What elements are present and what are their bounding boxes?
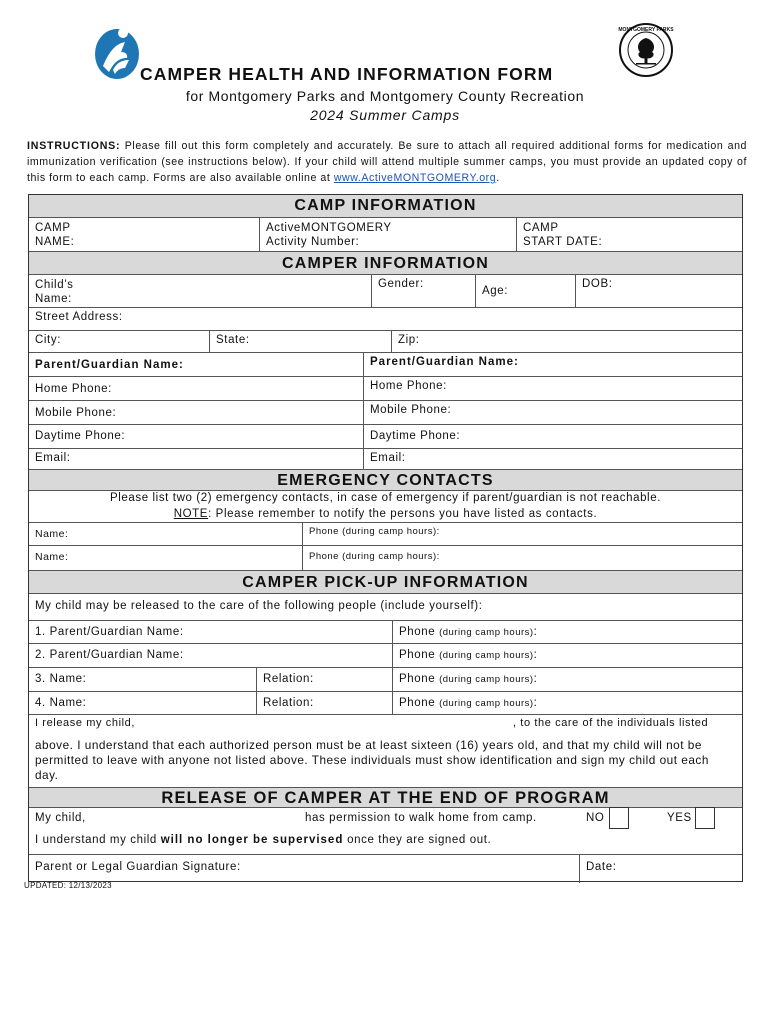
activity-number-field[interactable]: ActiveMONTGOMERY Activity Number: [259,218,516,251]
camp-start-date-field[interactable]: CAMP START DATE: [516,218,744,251]
instructions: INSTRUCTIONS: Please fill out this form completely and accurately. Be sure to attach all required additional forms for medication and immunization verification (see instructions below). If your child will attend multiple summer camps, you must provide an updated copy of this form to each camp. Forms are also available online at www.ActiveMONTGOMERY.org. [27,140,747,184]
release-child-row [29,714,742,790]
home-phone-row [29,376,742,400]
signature-row [29,854,742,883]
city-field[interactable]: City: [35,334,61,346]
pickup-row-2 [29,643,742,667]
yes-label: YES [667,812,692,824]
email-right-field[interactable]: Email: [363,449,744,469]
email-left-field[interactable]: Email: [35,452,71,464]
pickup-phone-4-field[interactable]: Phone (during camp hours): [392,692,744,714]
form-year: 2024 Summer Camps [310,107,460,123]
city-row [29,330,742,352]
montgomery-county-recreation-logo [95,22,141,80]
daytime-phone-right-field[interactable]: Daytime Phone: [363,425,744,448]
daytime-phone-row [29,424,742,448]
release-child-start: I release my child, [35,717,136,729]
form-table [28,194,743,882]
mobile-phone-right-field[interactable]: Mobile Phone: [363,401,744,424]
emergency-contacts-header: EMERGENCY CONTACTS [29,469,742,491]
pickup-row-4 [29,691,742,714]
pickup-name-1-field[interactable]: 1. Parent/Guardian Name: [35,626,184,638]
pickup-row-3 [29,667,742,691]
pickup-name-4-field[interactable]: 4. Name: [35,697,87,709]
no-checkbox[interactable] [609,807,629,829]
camper-information-header: CAMPER INFORMATION [29,251,742,275]
pickup-information-header: CAMPER PICK-UP INFORMATION [29,570,742,594]
state-field[interactable]: State: [209,331,391,352]
emergency-phone-1-field[interactable]: Phone (during camp hours): [302,523,744,545]
emergency-row-2 [29,545,742,570]
camp-name-field[interactable]: CAMP NAME: [35,222,75,248]
parent-name-left-field[interactable]: Parent/Guardian Name: [35,359,184,371]
zip-field[interactable]: Zip: [391,331,744,352]
release-child-end: , to the care of the individuals listed [513,717,709,729]
supervision-statement: I understand my child will no longer be supervised once they are signed out. [35,834,492,846]
pickup-row-1 [29,620,742,643]
age-field[interactable]: Age: [475,275,575,307]
dob-field[interactable]: DOB: [575,275,744,307]
pickup-intro-row [29,594,742,620]
emergency-row-1 [29,522,742,545]
release-of-camper-header: RELEASE OF CAMPER AT THE END OF PROGRAM [29,787,742,808]
pickup-relation-3-field[interactable]: Relation: [256,668,392,691]
mobile-phone-row [29,400,742,424]
emergency-name-1-field[interactable]: Name: [35,528,69,540]
updated-date: UPDATED: 12/13/2023 [24,881,112,890]
form-title: CAMPER HEALTH AND INFORMATION FORM [140,64,554,84]
form-subtitle: for Montgomery Parks and Montgomery County Recreation [185,88,585,104]
pickup-intro: My child may be released to the care of the following people (include yourself): [35,600,483,612]
pickup-phone-2-field[interactable]: Phone (during camp hours): [392,644,744,667]
emergency-name-2-field[interactable]: Name: [35,551,69,563]
supervision-row [29,830,742,854]
pickup-relation-4-field[interactable]: Relation: [256,692,392,714]
guardian-signature-field[interactable]: Parent or Legal Guardian Signature: [35,861,241,873]
pickup-phone-1-field[interactable]: Phone (during camp hours): [392,621,744,643]
parent-row [29,352,742,376]
emergency-instructions: Please list two (2) emergency contacts, in case of emergency if parent/guardian is not reachable. [109,492,662,504]
daytime-phone-left-field[interactable]: Daytime Phone: [35,430,126,442]
pickup-phone-3-field[interactable]: Phone (during camp hours): [392,668,744,691]
child-row [29,275,742,307]
child-name-field[interactable]: Child’s Name: [35,279,74,305]
release-paragraph: above. I understand that each authorized person must be at least sixteen (16) years old, and that my child will not be permitted to leave with anyone not listed above. These individuals must show identification and sign my child out each day. [35,738,709,782]
my-child-label: My child, [35,812,86,824]
walk-home-permission: has permission to walk home from camp. [305,812,537,824]
montgomery-parks-seal [618,22,674,78]
home-phone-left-field[interactable]: Home Phone: [35,383,112,395]
emergency-phone-2-field[interactable]: Phone (during camp hours): [302,546,744,570]
svg-text:MONTGOMERY PARKS: MONTGOMERY PARKS [618,27,674,33]
emergency-note: NOTE: Please remember to notify the persons you have listed as contacts. [173,508,598,520]
camp-information-header: CAMP INFORMATION [29,195,742,218]
street-address-field[interactable]: Street Address: [35,311,123,323]
signature-date-field[interactable]: Date: [579,855,744,883]
home-phone-right-field[interactable]: Home Phone: [363,377,744,400]
instructions-label: INSTRUCTIONS: [27,140,121,152]
no-label: NO [586,812,605,824]
street-row [29,307,742,330]
gender-field[interactable]: Gender: [371,275,475,307]
email-row [29,448,742,469]
mobile-phone-left-field[interactable]: Mobile Phone: [35,407,117,419]
pickup-name-2-field[interactable]: 2. Parent/Guardian Name: [35,649,184,661]
website-link[interactable]: www.ActiveMONTGOMERY.org [333,172,497,184]
instructions-text: Please fill out this form completely and accurately. Be sure to attach all required additional forms for medication and immunization verification (see instructions below). If your child will attend multiple summer camps, you must provide an updated copy of this form to each camp. Forms are also available online at [27,140,747,184]
pickup-name-3-field[interactable]: 3. Name: [35,673,87,685]
walk-home-row [29,808,742,830]
yes-checkbox[interactable] [695,807,715,829]
parent-name-right-field[interactable]: Parent/Guardian Name: [363,353,744,376]
camp-info-row [29,218,742,251]
